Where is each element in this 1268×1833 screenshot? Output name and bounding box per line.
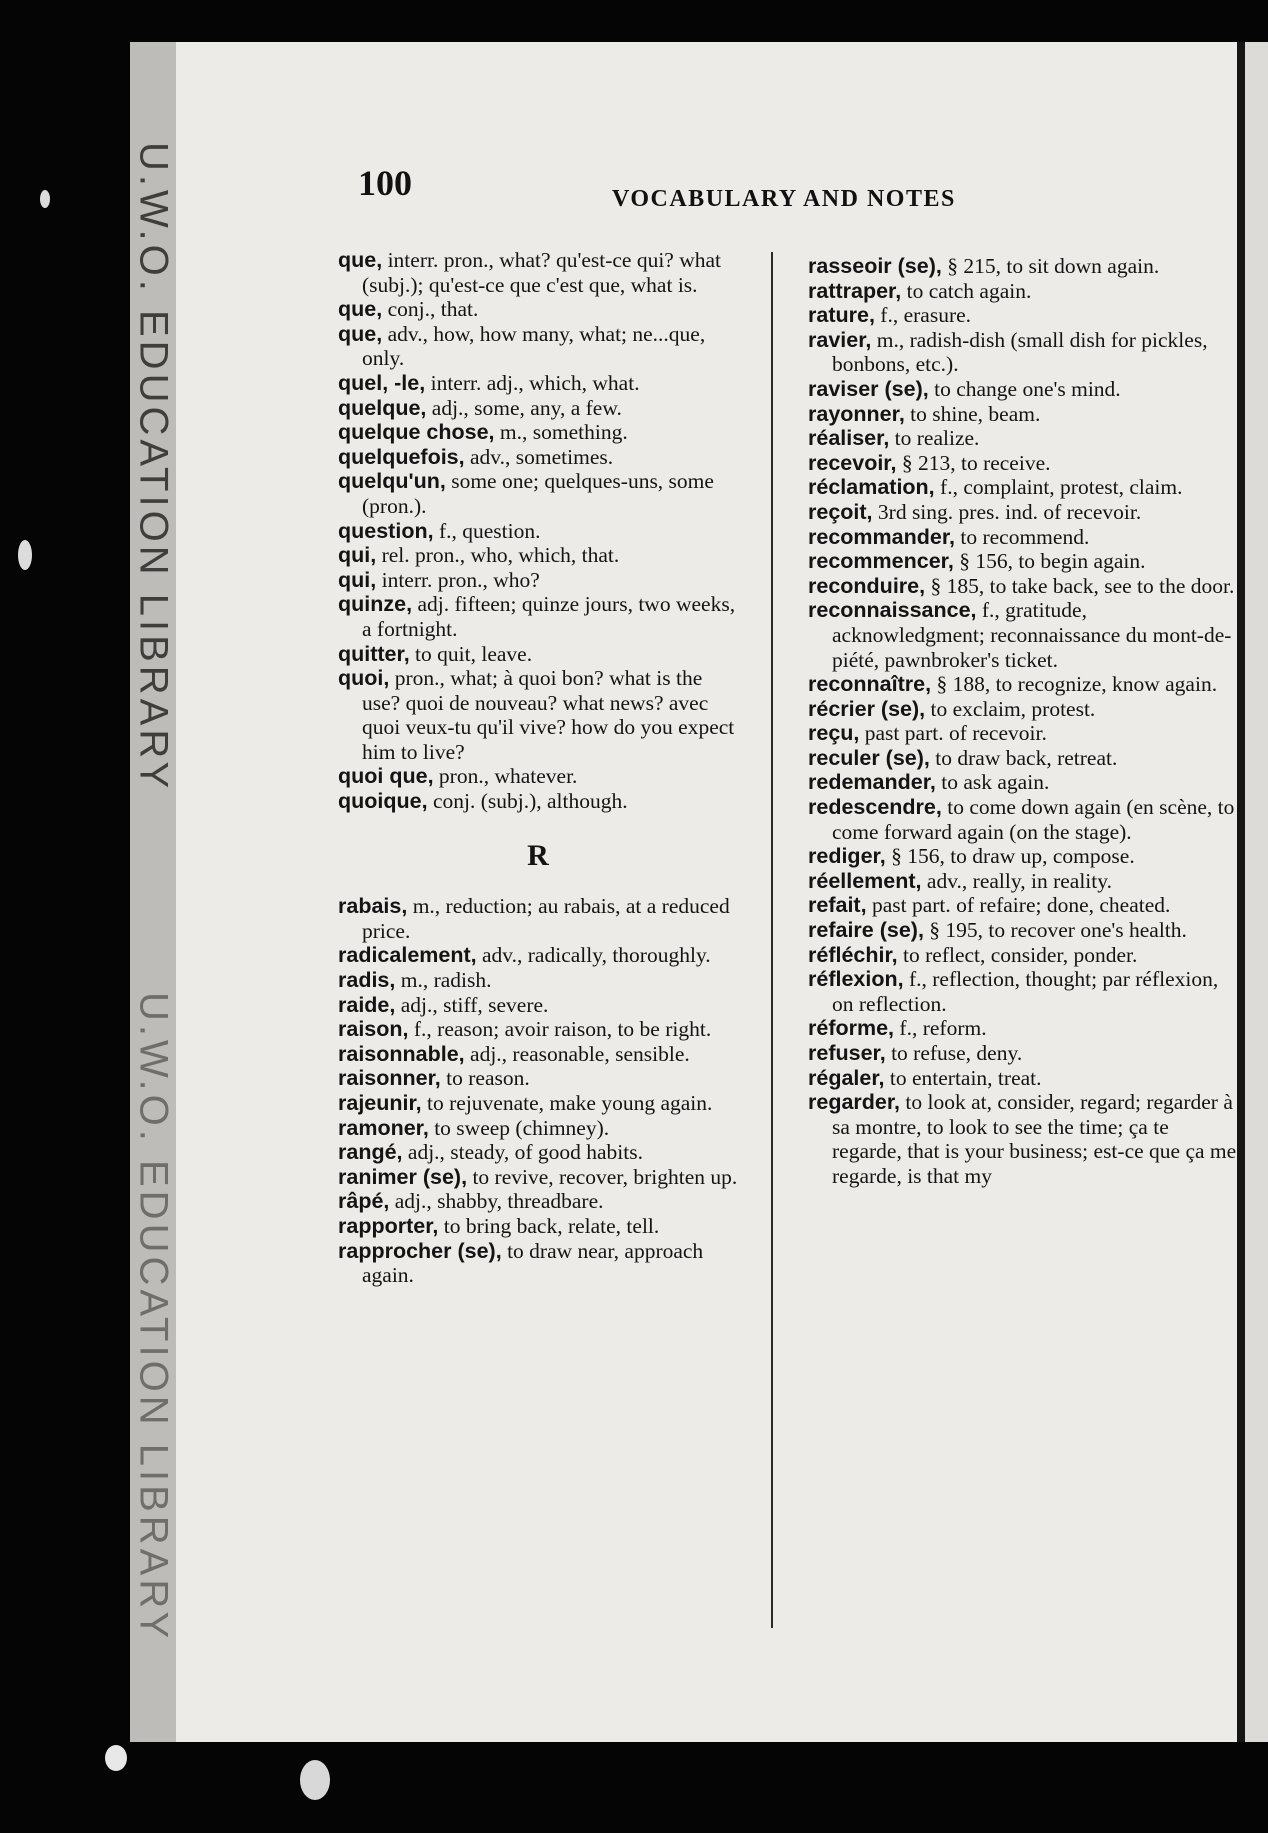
vocab-entry (338, 445, 738, 470)
vocab-entry (808, 303, 1240, 328)
vocab-entry (808, 451, 1240, 476)
entry-headword: quelque chose, (338, 420, 495, 445)
entry-gloss: 3rd sing. pres. ind. of recevoir. (877, 499, 1142, 524)
entry-headword: réellement, (808, 868, 922, 893)
entry-gloss: to ask again. (941, 770, 1050, 795)
vocab-entry (338, 1116, 738, 1141)
entry-gloss: adj., steady, of good habits. (407, 1140, 643, 1165)
entry-gloss: f., reflection, thought; par réflexion, on reflection. (832, 967, 1219, 1016)
entry-gloss: to change one's mind. (934, 376, 1121, 401)
vocab-entry (808, 549, 1240, 574)
entry-headword: qui, (338, 567, 377, 592)
vocab-entry (808, 598, 1240, 672)
vocab-entry (338, 1239, 738, 1288)
entry-headword: rabais, (338, 894, 408, 919)
vocab-entry (338, 1214, 738, 1239)
entry-gloss: f., question. (438, 518, 541, 543)
vocab-entry (338, 993, 738, 1018)
entry-headword: rapporter, (338, 1213, 439, 1238)
entry-headword: reculer (se), (808, 745, 930, 770)
entry-headword: régaler, (808, 1065, 885, 1090)
vocab-entry (338, 543, 738, 568)
entry-gloss: § 215, to sit down again. (947, 254, 1160, 278)
entry-headword: reçoit, (808, 499, 873, 524)
vocab-entry (808, 574, 1240, 599)
entry-gloss: to reflect, consider, ponder. (903, 942, 1138, 967)
vocab-entry (808, 254, 1240, 279)
vocab-entry (338, 642, 738, 667)
entry-gloss: to come down again (en scène, to come forward again (on the stage). (832, 795, 1235, 844)
vocab-entry (338, 592, 738, 641)
entry-gloss: adj., reasonable, sensible. (470, 1041, 690, 1066)
entry-gloss: to refuse, deny. (891, 1041, 1023, 1065)
entry-headword: récrier (se), (808, 696, 926, 721)
entry-gloss: pron., whatever. (438, 764, 578, 789)
vocab-entry (338, 1017, 738, 1042)
entry-headword: question, (338, 518, 434, 543)
entry-headword: quoi, (338, 666, 390, 691)
entry-headword: rature, (808, 303, 875, 328)
next-page-edge (1245, 42, 1268, 1742)
entry-gloss: rel. pron., who, which, that. (381, 543, 620, 568)
entry-headword: raide, (338, 992, 396, 1017)
vocab-entry (338, 322, 738, 371)
right-entries (808, 254, 1240, 1189)
section-letter: R (527, 838, 549, 872)
entry-gloss: adv., radically, thoroughly. (482, 943, 711, 968)
entry-gloss: adj. fifteen; quinze jours, two weeks, a fortnight. (362, 592, 736, 641)
vocab-entry (808, 402, 1240, 427)
vocab-entry (808, 746, 1240, 771)
entry-gloss: m., radish-dish (small dish for pickles, bonbons, etc.). (832, 327, 1208, 377)
vocab-entry (808, 377, 1240, 402)
entry-gloss: § 156, to begin again. (959, 549, 1146, 574)
entry-headword: réclamation, (808, 475, 935, 500)
vocab-entry (808, 697, 1240, 722)
entry-gloss: to catch again. (906, 278, 1032, 303)
entry-headword: ramoner, (338, 1115, 429, 1140)
vocab-entry (808, 967, 1240, 1016)
entry-headword: reconnaître, (808, 672, 932, 697)
entry-gloss: to reason. (446, 1066, 530, 1091)
entry-gloss: m., something. (499, 420, 628, 445)
entry-gloss: adj., shabby, threadbare. (394, 1189, 604, 1214)
entry-headword: quoi que, (338, 764, 434, 789)
entry-gloss: f., gratitude, acknowledgment; reconnaissance du mont-de-piété, pawnbroker's ticket. (832, 598, 1232, 672)
entry-headword: reconduire, (808, 573, 926, 598)
entry-gloss: § 213, to receive. (901, 450, 1051, 475)
entry-gloss: to revive, recover, brighten up. (472, 1164, 738, 1189)
entry-gloss: to exclaim, protest. (930, 696, 1096, 721)
entry-gloss: f., erasure. (880, 303, 972, 328)
vocab-entry (338, 764, 738, 789)
entry-gloss: to entertain, treat. (889, 1065, 1042, 1090)
entry-gloss: past part. of recevoir. (864, 721, 1047, 746)
entry-headword: recommander, (808, 524, 955, 549)
entry-gloss: interr. adj., which, what. (430, 370, 640, 395)
vocab-entry (338, 1189, 738, 1214)
vocab-entry (338, 968, 738, 993)
entry-gloss: conj., that. (387, 297, 479, 322)
scan-speck (300, 1760, 330, 1800)
entry-headword: quelquefois, (338, 444, 465, 469)
entry-headword: que, (338, 321, 383, 346)
entry-gloss: pron., what; à quoi bon? what is the use? quoi de nouveau? what news? avec quoi veux-tu qu'il vive? how do you expect him to live? (362, 666, 735, 764)
entry-gloss: f., complaint, protest, claim. (940, 475, 1183, 500)
vocab-entry (338, 666, 738, 764)
entry-headword: rattraper, (808, 278, 902, 303)
vocab-entry (808, 893, 1240, 918)
entry-headword: reçu, (808, 721, 860, 746)
vocab-entry (338, 248, 738, 297)
vocab-entry (338, 371, 738, 396)
vocab-entry (808, 672, 1240, 697)
entry-gloss: m., radish. (400, 968, 492, 993)
entry-headword: qui, (338, 543, 377, 568)
entry-gloss: adj., stiff, severe. (400, 992, 549, 1017)
vocab-entry (338, 943, 738, 968)
entry-headword: quel, -le, (338, 370, 426, 395)
left-column (338, 248, 738, 1288)
entry-gloss: § 188, to recognize, know again. (936, 672, 1218, 697)
entry-headword: rediger, (808, 844, 886, 869)
vocab-entry (808, 770, 1240, 795)
entry-headword: quelqu'un, (338, 469, 446, 494)
vocab-entry (338, 789, 738, 814)
entry-gloss: to realize. (894, 426, 980, 451)
entry-gloss: to draw back, retreat. (935, 745, 1118, 770)
entry-headword: ravier, (808, 327, 872, 352)
entry-gloss: adj., some, any, a few. (431, 395, 622, 420)
entry-gloss: to look at, consider, regard; regarder à sa montre, to look to see the time; ça te regarde, that is your business; est-ce que ça me regarde, is that my (832, 1090, 1237, 1188)
vocab-entry (338, 519, 738, 544)
entry-headword: raisonner, (338, 1066, 441, 1091)
page-number: 100 (358, 163, 412, 203)
entry-gloss: interr. pron., what? qu'est-ce qui? what (subj.); qu'est-ce que c'est que, what is. (362, 248, 722, 297)
entry-headword: réfléchir, (808, 942, 898, 967)
vocab-entry (808, 943, 1240, 968)
spine-stamp-text-1: U.W.O. EDUCATION LIBRARY (131, 141, 176, 793)
entry-headword: radis, (338, 968, 396, 993)
entry-headword: réaliser, (808, 426, 890, 451)
entry-headword: quelque, (338, 395, 427, 420)
scan-speck (18, 540, 32, 570)
spine-stamp-text-2: U.W.O. EDUCATION LIBRARY (131, 991, 176, 1643)
entry-headword: recommencer, (808, 549, 954, 574)
vocab-entry (338, 396, 738, 421)
entry-headword: rasseoir (se), (808, 254, 942, 278)
entry-gloss: to recommend. (960, 524, 1090, 549)
entry-headword: raviser (se), (808, 376, 929, 401)
entry-headword: que, (338, 248, 383, 272)
entry-headword: recevoir, (808, 450, 897, 475)
entry-gloss: to draw near, approach again. (362, 1238, 704, 1288)
entry-gloss: adv., sometimes. (470, 444, 614, 469)
entry-headword: raisonnable, (338, 1041, 465, 1066)
r-entries (338, 894, 738, 1288)
entry-headword: rayonner, (808, 401, 905, 426)
vocab-entry (808, 1066, 1240, 1091)
vocab-entry (338, 1140, 738, 1165)
vocab-entry (808, 869, 1240, 894)
entry-gloss: § 156, to draw up, compose. (891, 844, 1135, 869)
right-column (808, 254, 1240, 1189)
vocab-entry (808, 426, 1240, 451)
vocab-entry (808, 500, 1240, 525)
entry-headword: réforme, (808, 1016, 895, 1041)
entry-headword: quitter, (338, 641, 410, 666)
vocab-entry (808, 721, 1240, 746)
vocab-entry (808, 795, 1240, 844)
entry-gloss: some one; quelques-uns, some (pron.). (362, 469, 714, 518)
vocab-entry (808, 328, 1240, 377)
entry-headword: reconnaissance, (808, 598, 977, 623)
entry-gloss: § 195, to recover one's health. (929, 918, 1187, 943)
entry-gloss: to bring back, relate, tell. (443, 1213, 660, 1238)
vocab-entry (808, 1041, 1240, 1066)
entry-gloss: to quit, leave. (415, 641, 533, 666)
vocab-entry (808, 475, 1240, 500)
vocab-entry (808, 918, 1240, 943)
entry-headword: quoique, (338, 789, 428, 814)
entry-gloss: f., reason; avoir raison, to be right. (413, 1017, 712, 1042)
entry-gloss: to shine, beam. (910, 401, 1041, 426)
vocab-entry (338, 1066, 738, 1091)
vocab-entry (338, 568, 738, 593)
vocab-entry (338, 420, 738, 445)
vocab-entry (338, 1042, 738, 1067)
entry-gloss: m., reduction; au rabais, at a reduced price. (362, 894, 730, 943)
entry-headword: redemander, (808, 770, 936, 795)
entry-gloss: to sweep (chimney). (434, 1115, 610, 1140)
entry-gloss: past part. of refaire; done, cheated. (871, 893, 1171, 918)
vocab-entry (338, 1091, 738, 1116)
column-divider (771, 252, 773, 1628)
entry-headword: que, (338, 297, 383, 322)
vocab-entry (808, 525, 1240, 550)
entry-headword: ranimer (se), (338, 1164, 468, 1189)
entry-headword: raison, (338, 1017, 409, 1042)
running-head: VOCABULARY AND NOTES (612, 186, 956, 212)
entry-gloss: § 185, to take back, see to the door. (930, 573, 1235, 598)
entry-headword: refuser, (808, 1041, 886, 1065)
entry-headword: radicalement, (338, 943, 477, 968)
entry-gloss: adv., how, how many, what; ne...que, only. (362, 321, 706, 371)
vocab-entry (338, 297, 738, 322)
scan-speck (40, 190, 50, 208)
vocab-entry (808, 1016, 1240, 1041)
entry-gloss: interr. pron., who? (381, 567, 540, 592)
entry-gloss: conj. (subj.), although. (432, 789, 628, 814)
vocab-entry (338, 469, 738, 518)
entry-headword: regarder, (808, 1090, 901, 1115)
entry-headword: refait, (808, 893, 867, 918)
entry-headword: râpé, (338, 1189, 390, 1214)
entry-headword: refaire (se), (808, 918, 924, 943)
entry-headword: redescendre, (808, 795, 942, 820)
vocab-entry (808, 279, 1240, 304)
entry-gloss: adv., really, in reality. (926, 868, 1112, 893)
entry-headword: réflexion, (808, 967, 904, 992)
vocab-entry (338, 1165, 738, 1190)
entry-gloss: to rejuvenate, make young again. (427, 1091, 713, 1115)
vocab-entry (808, 844, 1240, 869)
scan-speck (105, 1745, 127, 1771)
vocab-entry (808, 1090, 1240, 1188)
q-entries (338, 248, 738, 814)
entry-headword: rajeunir, (338, 1091, 422, 1115)
library-spine-stamp (130, 42, 176, 1742)
entry-headword: quinze, (338, 592, 413, 617)
entry-headword: rapprocher (se), (338, 1238, 502, 1263)
entry-headword: rangé, (338, 1140, 403, 1165)
entry-gloss: f., reform. (899, 1016, 987, 1041)
vocab-entry (338, 894, 738, 943)
